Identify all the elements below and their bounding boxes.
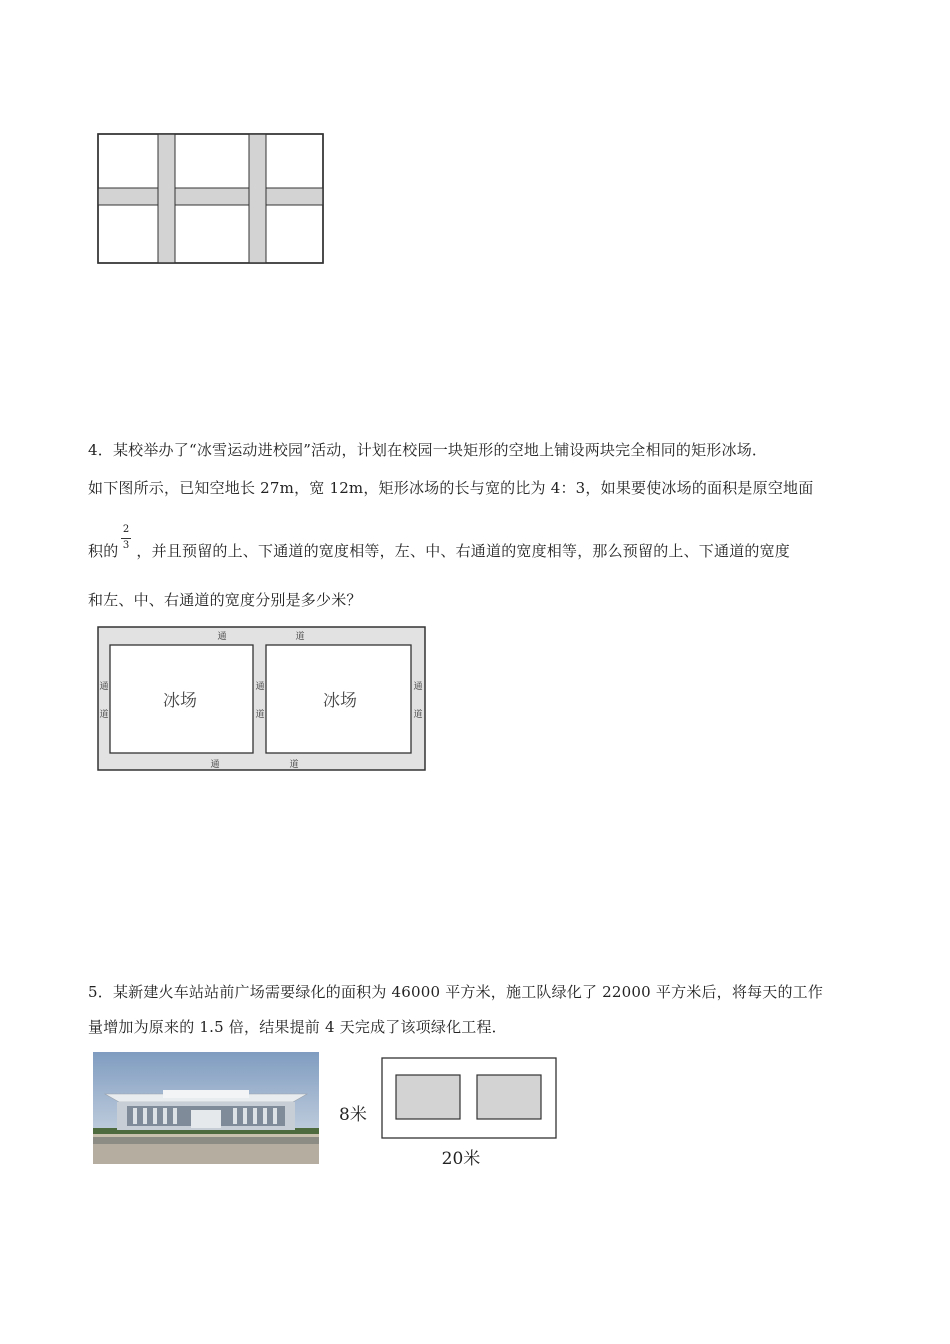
fraction-bar [121,538,131,539]
road-grid-figure [96,132,326,266]
height-label: 8米 [339,1105,367,1125]
q4-line-3 [88,541,790,561]
fraction-numerator: 2 [122,524,130,535]
train-station-photo [93,1052,319,1164]
plaza-figure [336,1056,566,1178]
rink-label-left: 冰场 [163,691,197,711]
bottom-channel-char-1: 通 [210,760,220,770]
q4-text-1: 某校举办了“冰雪运动进校园”活动，计划在校园一块矩形的空地上铺设两块完全相同的矩形冰场． [112,441,768,459]
bottom-channel-char-2: 道 [289,760,299,770]
fraction-denominator: 3 [122,540,130,551]
width-label: 20米 [441,1149,481,1169]
right-channel-char-2: 道 [413,710,423,720]
q4-line-4: 和左、中、右通道的宽度分别是多少米？ [88,591,362,609]
vertical-road-left [158,134,175,263]
top-channel-char-1: 通 [217,632,227,642]
top-channel-char-2: 道 [295,632,305,642]
rink-label-right: 冰场 [323,691,357,711]
q5-line-2: 量增加为原来的 1.5 倍，结果提前 4 天完成了该项绿化工程． [88,1018,507,1036]
middle-channel-char-1: 通 [255,682,265,692]
left-channel-char-1: 通 [99,682,109,692]
q4-line-2: 如下图所示，已知空地长 27m，宽 12m，矩形冰场的长与宽的比为 4：3，如果要使冰场的面积是原空地面 [88,479,814,497]
green-plot-left [396,1075,460,1119]
q4-number: 4． [88,441,113,459]
left-channel-char-2: 道 [99,710,109,720]
right-channel-char-1: 通 [413,682,423,692]
ice-rink-figure [96,625,430,773]
q5-line-1 [88,982,823,1002]
horizontal-road [98,188,323,205]
q4-text-3a: 积的 [88,542,119,560]
green-plot-right [477,1075,541,1119]
q5-text-1: 某新建火车站站前广场需要绿化的面积为 46000 平方米，施工队绿化了 22000 平方米后，将每天的工作 [112,983,824,1001]
q4-line-1 [88,440,767,460]
vertical-road-right [249,134,266,263]
middle-channel-char-2: 道 [255,710,265,720]
q4-text-3b: ，并且预留的上、下通道的宽度相等，左、中、右通道的宽度相等，那么预留的上、下通道的宽度 [136,542,791,560]
q5-number: 5． [88,983,113,1001]
